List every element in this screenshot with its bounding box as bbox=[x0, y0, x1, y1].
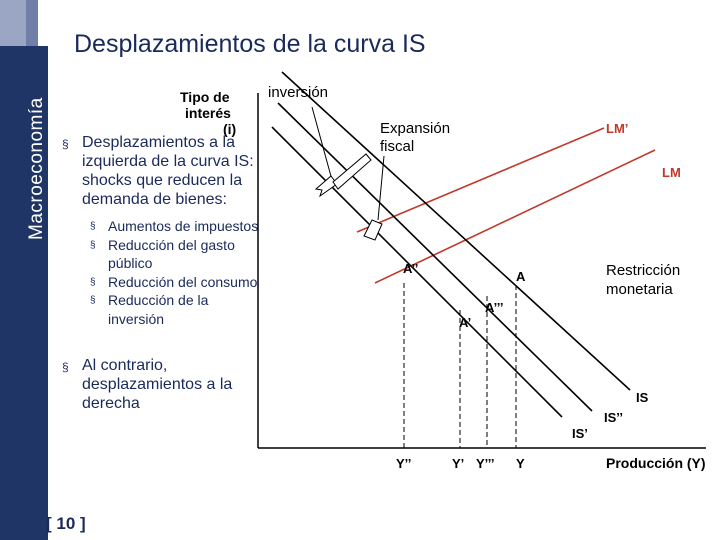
bullet-square-icon: § bbox=[90, 239, 96, 251]
lm-label: LM bbox=[662, 165, 681, 180]
bullet-square-icon: § bbox=[62, 137, 69, 151]
page-number: [ 10 ] bbox=[46, 514, 86, 533]
inversion-arrow-icon bbox=[312, 107, 371, 196]
bullet-text: Desplazamientos a la izquierda de la curva IS: shocks que reducen la demanda de bienes: bbox=[82, 134, 254, 208]
point-a-double-label: A’’ bbox=[403, 261, 419, 276]
x-tick-y-triple: Y’’’ bbox=[476, 456, 495, 471]
point-a-triple-label: A’’’ bbox=[485, 300, 504, 315]
lm-prime-label: LM’ bbox=[606, 121, 629, 136]
x-tick-y-prime: Y’ bbox=[452, 456, 465, 471]
x-tick-y-double: Y’’ bbox=[396, 456, 412, 471]
bullet-square-icon: § bbox=[62, 360, 69, 374]
sidebar-title: Macroeconomía bbox=[26, 97, 47, 240]
is-prime-label: IS’ bbox=[572, 426, 588, 441]
point-a-label: A bbox=[516, 269, 526, 284]
x-axis-label: Producción (Y) bbox=[606, 455, 706, 471]
bullet-square-icon: § bbox=[90, 221, 96, 232]
bullet-square-icon: § bbox=[90, 276, 96, 288]
y-axis-label-line2: interés bbox=[185, 105, 231, 121]
is-double-curve bbox=[278, 103, 592, 411]
annotation-restriccion-line2: monetaria bbox=[606, 281, 673, 298]
is-double-label: IS’’ bbox=[604, 410, 624, 425]
point-a-prime-label: A’ bbox=[459, 315, 472, 330]
slide-title: Desplazamientos de la curva IS bbox=[74, 30, 426, 58]
annotation-inversion: inversión bbox=[268, 84, 329, 101]
annotation-expansion-line1: Expansión bbox=[380, 120, 451, 137]
bullet-square-icon: § bbox=[90, 295, 96, 306]
y-axis-label-line1: Tipo de bbox=[180, 89, 230, 105]
y-axis-label-line3: (i) bbox=[223, 121, 237, 137]
bullet-text: Al contrario, desplazamientos a la derecha bbox=[82, 357, 233, 412]
x-tick-y: Y bbox=[516, 456, 525, 471]
is-label: IS bbox=[636, 390, 649, 405]
sub-bullet-text: Reducción del consumo bbox=[108, 273, 258, 290]
sub-bullet-text: Reducción de la inversión bbox=[108, 292, 209, 327]
annotation-expansion-line2: fiscal bbox=[380, 138, 415, 155]
annotation-restriccion-line1: Restricción bbox=[606, 262, 681, 279]
sub-bullet-text: Aumentos de impuestos bbox=[108, 218, 259, 234]
sub-bullet-text: Reducción del gasto público bbox=[108, 236, 235, 271]
is-curve bbox=[282, 72, 630, 390]
